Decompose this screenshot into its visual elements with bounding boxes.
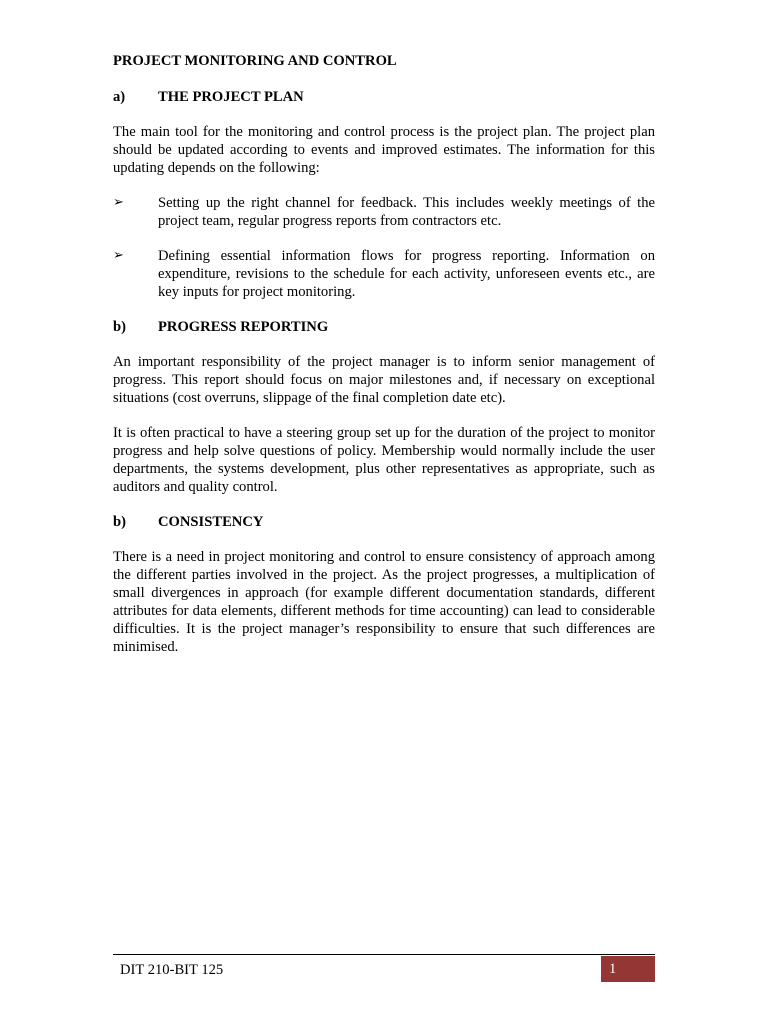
list-item	[113, 247, 655, 301]
section-heading-consistency	[113, 513, 655, 531]
page-content	[113, 52, 655, 673]
section-label: b)	[113, 319, 126, 335]
paragraph: It is often practical to have a steering group set up for the duration of the project to monitor progress and help solve questions of policy. Membership would normally include the user departments, the systems development, plus other representatives as appropriate, such as auditors and quality control.	[113, 425, 655, 495]
page-number-badge: 1	[601, 956, 655, 982]
section-title: CONSISTENCY	[158, 514, 264, 530]
section-label: a)	[113, 89, 126, 105]
section-heading-project-plan	[113, 88, 655, 106]
section-heading-progress-reporting	[113, 318, 655, 336]
list-item-text: Setting up the right channel for feedback. This includes weekly meetings of the project team, regular progress reports from contractors etc.	[158, 195, 655, 229]
paragraph: An important responsibility of the project manager is to inform senior management of progress. This report should focus on major milestones and, if necessary on exceptional situations (cost overruns, slippage of the final completion date etc).	[113, 354, 655, 406]
bullet-list	[113, 194, 655, 301]
paragraph: The main tool for the monitoring and control process is the project plan. The project plan should be updated according to events and improved estimates. The information for this updating depends on the following:	[113, 124, 655, 176]
section-title: PROGRESS REPORTING	[158, 319, 329, 335]
document-title: PROJECT MONITORING AND CONTROL	[113, 53, 397, 69]
footer-course-code: DIT 210-BIT 125	[120, 962, 224, 978]
list-item-text: Defining essential information flows for progress reporting. Information on expenditure, revisions to the schedule for each activity, unforeseen events etc., are key inputs for project monitoring.	[158, 248, 655, 300]
paragraph: There is a need in project monitoring and control to ensure consistency of approach among the different parties involved in the project. As the project progresses, a multiplication of small divergences in approach (for example different documentation standards, different attributes for data elements, different methods for time accounting) can lead to considerable difficulties. It is the project manager’s responsibility to ensure that such differences are minimised.	[113, 549, 655, 655]
list-item	[113, 194, 655, 230]
arrowhead-bullet-icon: ➢	[113, 248, 124, 263]
page-footer	[113, 954, 655, 983]
section-title: THE PROJECT PLAN	[158, 89, 304, 105]
section-label: b)	[113, 514, 126, 530]
arrowhead-bullet-icon: ➢	[113, 195, 124, 210]
